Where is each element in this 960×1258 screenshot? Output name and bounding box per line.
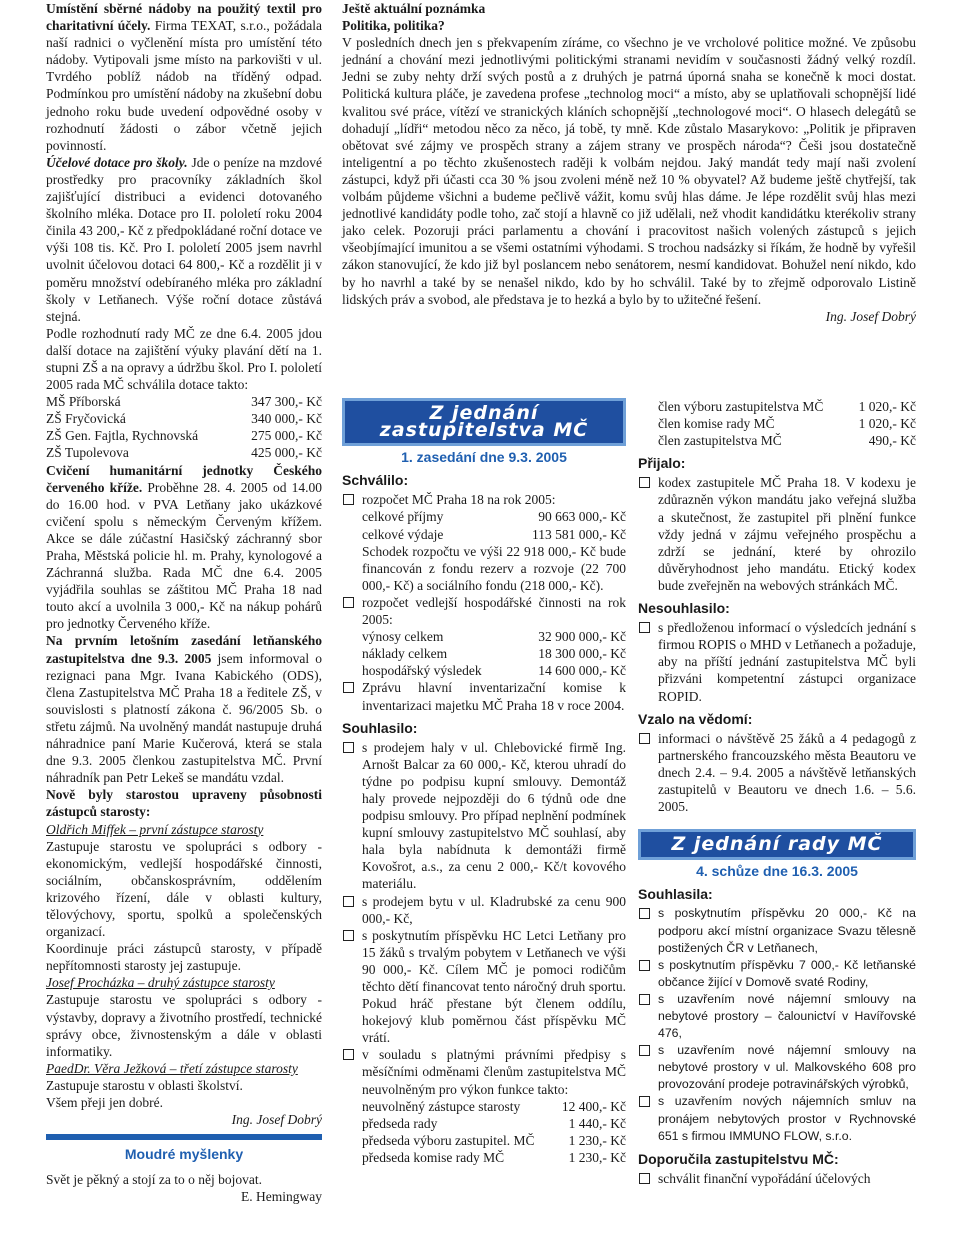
school-grant-row xyxy=(46,444,322,461)
column-left xyxy=(46,0,322,1205)
budget-row xyxy=(362,508,626,525)
remuneration-row-label: předseda komise rady MČ xyxy=(362,1149,505,1165)
signature: Ing. Josef Dobrý xyxy=(231,1112,322,1128)
column-assembly-2 xyxy=(638,398,916,1187)
wise-thoughts-heading: Moudré myšlenky xyxy=(124,1146,244,1163)
agreed-heading: Souhlasilo: xyxy=(342,719,418,736)
remuneration-row-value: 490,- Kč xyxy=(868,433,916,449)
note-heading: Ještě aktuální poznámka xyxy=(342,1,486,16)
deputy-1-name: Oldřich Miffek – první zástupce starosty xyxy=(46,821,264,837)
beautor-item: informaci o návštěvě 25 žáků a 4 pedagogů z partnerského francouzského města Beautoru ve dnech 2.4. – 9.4. 2005 a návštěvě letňanských zastupitelů v Beautoru ve dnech 1.6. – 5.6. 2005. xyxy=(638,730,916,815)
remuneration-row xyxy=(362,1132,626,1149)
column-assembly xyxy=(342,398,626,1166)
hockey-item: s poskytnutím příspěvku HC Letci Letňany pro 15 žáků s trvalým pobytem v Letňanech ve výši 90 000,- Kč. Cílem MČ je pomoci rodičům těchto dětí financovat tento náročný druh sportu. Pokud hráč přestane být členem oddílu, hokejový klub poměrnou část příspěvku MČ vrátí. xyxy=(342,927,626,1047)
school-grant-row-value: 340 000,- Kč xyxy=(251,411,322,427)
budget-row-value: 90 663 000,- Kč xyxy=(538,509,626,525)
textile-text: Firma TEXAT, s.r.o., požádala naší radnici o vyčlenění místa pro umístění této nádoby. Vytipovali jsme místo na parkovišti v ul. Tvrdého poblíž nádob na tříděný odpad. Podmínkou pro umístění nádoby na zkušební dobu jednoho roku bude uvedení odpovědné osoby v rozhodnutí žádosti o zábor včetně jejich povinností. xyxy=(46,18,323,153)
budget-row-value: 113 581 000,- Kč xyxy=(532,526,626,542)
secondary-budget-row-label: náklady celkem xyxy=(362,646,448,662)
remuneration-item: v souladu s platnými právními předpisy s měsíčními odměnami členům zastupitelstva MČ neuvolněným pro výkon funkce takto: neuvolněný zástupce starosty 12 400,- Kč předseda rady 1 440,- Kč předseda výboru zastupitel. MČ 1 230,- Kč předseda komise rady MČ 1 230,- Kč xyxy=(342,1046,626,1166)
secondary-budget-row-value: 32 900 000,- Kč xyxy=(538,629,626,645)
ropis-item: s předloženou informací o výsledcích jednání s firmou ROPIS o MHD v Letňanech a požaduje, aby na příští jednání zastupitelstva MČ byli přizváni kompetentní zástupci organizace ROPID. xyxy=(638,619,916,704)
school-grant-row-value: 275 000,- Kč xyxy=(251,428,322,444)
divider-bar xyxy=(46,1134,322,1140)
politics-signature: Ing. Josef Dobrý xyxy=(825,308,916,324)
secondary-budget-row xyxy=(362,628,626,645)
grant-citizen-item: s poskytnutím příspěvku 7 000,- Kč letňanské občance žijící v Domově svaté Rodiny, xyxy=(638,957,916,991)
remuneration-row xyxy=(658,398,916,415)
school-grant-row-label: ZŠ Fryčovická xyxy=(46,411,126,427)
lease-malkovskeho-item: s uzavřením nové nájemní smlouvy na nebytové prostory v ul. Malkovského 608 pro provozování prodeje potravinářských výrobků, xyxy=(638,1042,916,1093)
deputies-heading: Nově byly starostou upraveny působnosti zástupců starosty: xyxy=(46,787,322,820)
disagreed-heading: Nesouhlasilo: xyxy=(638,600,730,617)
red-cross-heading: Cvičení humanitární jednotky Českého červeného kříže. xyxy=(46,462,322,495)
first-session-text: jsem informoval o rezignaci pana Mgr. Ivana Kabického (ODS), člena Zastupitelstva MČ Praha 18 a ředitele ZŠ, v souvislosti s platností zákona č. 96/2005 Sb. o střetu zájmů. Na uvolněný mandát nastupuje druhá náhradnice paní Marie Kučerová, která se stala dne 9.3. 2005 členkou zastupitelstva MČ. První náhradník pan Petr Lekeš se mandátu vzdal. xyxy=(46,650,322,786)
budget-row-label: celkové výdaje xyxy=(362,526,444,542)
secondary-budget-row-value: 18 300 000,- Kč xyxy=(538,646,626,662)
school-grant-row-value: 425 000,- Kč xyxy=(251,445,322,461)
council-agreed-heading: Souhlasila: xyxy=(638,886,713,903)
textile-heading: Umístění sběrné nádoby na použitý textil pro charitativní účely. xyxy=(46,1,322,34)
flat-sale-item: s prodejem bytu v ul. Kladrubské za cenu 900 000,- Kč, xyxy=(342,893,626,927)
first-session-heading: Na prvním letošním zasedání letňanského zastupitelstva dne 9.3. 2005 xyxy=(46,633,322,666)
school-grant-row xyxy=(46,393,322,410)
remuneration-row xyxy=(362,1115,626,1132)
remuneration-row-value: 1 230,- Kč xyxy=(568,1132,626,1148)
remuneration-row-value: 12 400,- Kč xyxy=(561,1098,626,1114)
secondary-budget-row xyxy=(362,662,626,679)
school-grants-table xyxy=(46,393,322,461)
politics-text: V posledních dnech jen s překvapením zíráme, co všechno je ve vrcholové politice možné. Ve způsobu jednání a chování mezi jednotlivými politickými stranami nevidím v současnosti žádný velký rozdíl. Jedni se zuby nehty drží svých postů a z druhých je patrná úporná snaha se konečně k moci dostat. Politická kultura pláče, je zavedena profese „technolog moci“ a místo, aby se uplatňovali schopnější lidé kvalitou své práce, vítězí ve stranických kláních schopnější „technologové moci“. O hlasech delegátů se dohadují „lídři“ metodou něco za něco, já tobě, ty mně. Kde zůstalo Masarykovo: „Politik je připraven obětovat své zájmy ve prospěch strany a zájem strany ve prospěch národa“? Češi jsou dostatečně inteligentní a po těchto zkušenostech raději k volbám nejdou. Jaký mandát tedy mají naši zvolení zástupci, když při účasti cca 30 % jsou zvoleni méně než 10 % obyvatel? Až budeme ještě chytřejší, tak volbám půjdeme všichni a budeme pečlivě vážit, komu svůj hlas dáme. Je lépe rozdělit svůj hlas mezi jednotlivé kandidáty podle toho, zač stojí a hlavně co již udělali, než vhodit kandidátku kterékoliv strany jako celek. Pozoruji práci parlamentu a chování i pracovitost našich volených zástupců s jejich všeobjímající imunitou a se všemi ostatními výhodami. S trochou nadsázky si říkám, že hodně by vyřešil zákon stanovující, že kdo již byl poslancem nebo senátorem, nesmí kandidovat. Bohužel není nikdo, kdo by ho navrhl a také by se nenašel nikdo, kdo by ho schválil. Také by to zřejmě odporovalo Listině lidských práv a svobod, ale představa je to hezká a bylo by to užitečné řešení. xyxy=(342,35,916,307)
remuneration-row-label: člen zastupitelstva MČ xyxy=(658,433,782,449)
secondary-budget-table xyxy=(362,628,626,679)
remuneration-row-label: člen komise rady MČ xyxy=(658,416,775,432)
red-cross-text: Proběhne 28. 4. 2005 od 14.00 do 16.00 hod. v PVA Letňany jako ukázkové cvičení spolu s německým Červeným křížem. Akce se dále zúčastní Hasičský záchranný sbor Praha, Městská policie hl. m. Prahy, kynologové a Záchranná služba. Rada MČ dne 6.4. 2005 vyjádřila souhlas se záštitou MČ Praha 18 nad touto akcí a uvolnila 3 000,- Kč na nákup pohárů pro jednotky Červeného kříže. xyxy=(46,479,322,632)
greeting: Všem přeji jen dobré. xyxy=(46,1095,163,1110)
lease-havirovska-item: s uzavřením nové nájemní smlouvy na nebytové prostory – čalounictví v Havířovské 476, xyxy=(638,991,916,1042)
remuneration-table-cont xyxy=(638,398,916,449)
budget-item: rozpočet MČ Praha 18 na rok 2005: celkové příjmy 90 663 000,- Kč celkové výdaje 113 581 000,- Kč Schodek rozpočtu ve výši 22 918 000,- Kč bude financován z fondu rezerv a rozvoje (22 700 000,- Kč) a sociálního fondu (218 000,- Kč). xyxy=(342,491,626,594)
secondary-budget-row-value: 14 600 000,- Kč xyxy=(538,663,626,679)
school-grants-text: Jde o peníze na mzdové prostředky pro pracovníky základních škol zajišťující distribuci a evidenci dotovaného školního mléka. Dotace pro II. pololetí roku 2004 činila 43 200,- Kč z předpokládané roční dotace ve výši 108 tis. Kč. Pro I. pololetí 2005 jsem navrhl uvolnit účelovou dotaci 64 800,- Kč a rozdělit ji v poměru množství odebíraného mléka pro základní školy v Letňanech. Výše roční dotace zůstává stejná. xyxy=(46,154,323,324)
remuneration-row-value: 1 230,- Kč xyxy=(568,1149,626,1165)
settlement-item: schválit finanční vypořádání účelových xyxy=(638,1170,916,1187)
lease-rychnovska-item: s uzavřením nových nájemních smluv na pronájem nebytových prostor v Rychnovské 651 s firmou IMMUNO FLOW, s.r.o. xyxy=(638,1093,916,1144)
remuneration-row xyxy=(362,1149,626,1166)
budget-table xyxy=(362,508,626,542)
remuneration-row-value: 1 440,- Kč xyxy=(568,1115,626,1131)
remuneration-row xyxy=(362,1098,626,1115)
deputy-3-name: PaedDr. Věra Ježková – třetí zástupce starosty xyxy=(46,1060,298,1076)
remuneration-row xyxy=(658,432,916,449)
remuneration-row-label: předseda rady xyxy=(362,1115,438,1131)
secondary-budget-item: rozpočet vedlejší hospodářské činnosti na rok 2005: výnosy celkem 32 900 000,- Kč náklady celkem 18 300 000,- Kč hospodářský výsledek 14 600 000,- Kč xyxy=(342,594,626,679)
deficit-text: Schodek rozpočtu ve výši 22 918 000,- Kč bude financován z fondu rezerv a rozvoje (22 700 000,- Kč) a sociálního fondu (218 000,- Kč). xyxy=(362,543,626,593)
deputy-1-text: Zastupuje starostu ve spolupráci s odbory - ekonomickým, vedlejší hospodářské činnosti, sociálním, občanskosprávním, oddělením krizového řízení, dále v oblasti kultury, tělovýchovy, sportu, spolků a společenských organizací. xyxy=(46,838,322,940)
council-decision-text: Podle rozhodnutí rady MČ ze dne 6.4. 2005 jdou další dotace na zajištění výuky plavání dětí na 1. stupni ZŠ a na opravy a údržbu škol. Pro I. pololetí 2005 rada MČ schválila dotace takto: xyxy=(46,325,322,393)
remuneration-row-label: neuvolněný zástupce starosty xyxy=(362,1098,521,1114)
grant-disabled-item: s poskytnutím příspěvku 20 000,- Kč na podporu akcí místní organizace Svazu tělesně postižených ČR v Letňanech, xyxy=(638,905,916,956)
assembly-banner: Z jednání zastupitelstva MČ xyxy=(342,398,626,446)
recommended-heading: Doporučila zastupitelstvu MČ: xyxy=(638,1150,839,1167)
school-grant-row-value: 347 300,- Kč xyxy=(251,394,322,410)
school-grant-row-label: ZŠ Gen. Fajtla, Rychnovská xyxy=(46,428,199,444)
inventory-item: Zprávu hlavní inventarizační komise k inventarizaci majetku MČ Praha 18 v roce 2004. xyxy=(342,679,626,713)
council-session-date: 4. schůze dne 16.3. 2005 xyxy=(696,863,858,880)
accepted-heading: Přijalo: xyxy=(638,455,686,472)
remuneration-table xyxy=(362,1098,626,1166)
noted-heading: Vzalo na vědomí: xyxy=(638,710,753,727)
remuneration-row-value: 1 020,- Kč xyxy=(858,416,916,432)
deputy-1-text2: Koordinuje práci zástupců starosty, v případě nepřítomnosti starosty jej zastupuje. xyxy=(46,941,322,974)
remuneration-row-label: člen výboru zastupitelstva MČ xyxy=(658,399,824,414)
school-grant-row xyxy=(46,410,322,427)
deputy-2-name: Josef Procházka – druhý zástupce starosty xyxy=(46,975,275,991)
school-grant-row xyxy=(46,427,322,444)
school-grant-row-label: MŠ Příborská xyxy=(46,394,121,410)
remuneration-row xyxy=(658,415,916,432)
politics-heading: Politika, politika? xyxy=(342,18,445,34)
assembly-session-date: 1. zasedání dne 9.3. 2005 xyxy=(401,449,567,466)
remuneration-row-value: 1 020,- Kč xyxy=(858,399,916,414)
quote-author: E. Hemingway xyxy=(241,1189,322,1205)
school-grant-row-label: ZŠ Tupolevova xyxy=(46,445,129,461)
secondary-budget-row-label: výnosy celkem xyxy=(362,629,444,645)
deputy-3-text: Zastupuje starostu v oblasti školství. xyxy=(46,1077,243,1093)
secondary-budget-row-label: hospodářský výsledek xyxy=(362,663,482,679)
budget-row-label: celkové příjmy xyxy=(362,509,444,525)
council-banner: Z jednání rady MČ xyxy=(638,829,916,860)
deputy-2-text: Zastupuje starostu ve spolupráci s odbory - výstavby, dopravy a životního prostředí, technické správy obce, živnostenským a dále v oblasti informatiky. xyxy=(46,992,322,1059)
quote-text: Svět je pěkný a stojí za to o něj bojovat. xyxy=(46,1172,262,1188)
remuneration-row-label: předseda výboru zastupitel. MČ xyxy=(362,1132,535,1148)
code-item: kodex zastupitele MČ Praha 18. V kodexu je zdůrazněn výkon mandátu jako veřejná služba a skutečnost, že zastupitel při plnění funkce vždy jedná v zájmu veřejného prospěchu a zdrží se jednání, které by ohrozilo důvěryhodnost jeho mandátu. Etický kodex bude zveřejněn na webových stránkách MČ. xyxy=(638,474,916,594)
column-politics xyxy=(342,0,916,325)
hall-sale-item: s prodejem haly v ul. Chlebovické firmě Ing. Arnošt Balcar za 60 000,- Kč, kterou uhradí do týdne po podpisu kupní smlouvy. Demontáž haly provede nejpozději do 6 týdnů ode dne podpisu smlouvy. Pro případ neplnění podmínek kupní smlouvy zastupitelstvo MČ souhlasí, aby hala byla nabídnuta k demontáži firmě Kovošrot, a.s., za cenu 2 000,- Kč/t kovového materiálu. xyxy=(342,739,626,893)
school-grants-heading: Účelové dotace pro školy. xyxy=(46,154,188,170)
approved-heading: Schválilo: xyxy=(342,472,409,489)
budget-row xyxy=(362,526,626,543)
secondary-budget-row xyxy=(362,645,626,662)
